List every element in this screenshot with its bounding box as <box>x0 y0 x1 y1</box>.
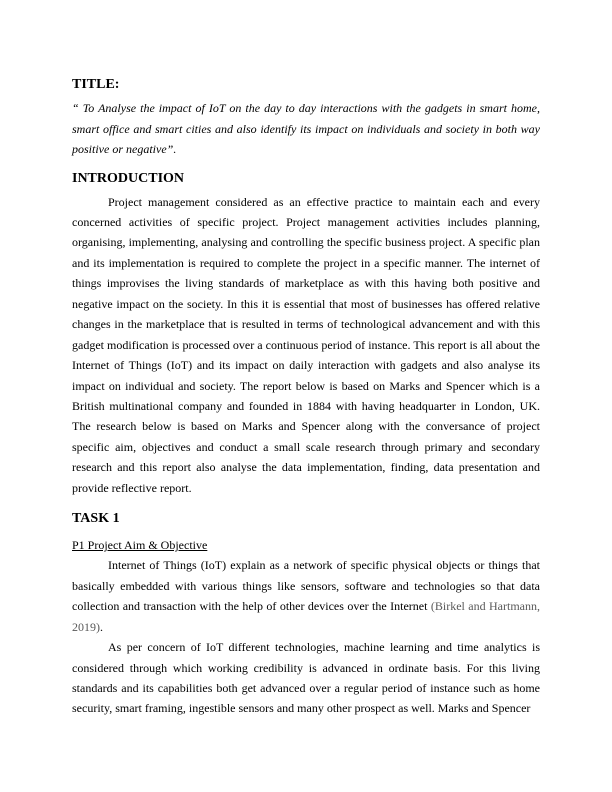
task1-paragraph-1-end: . <box>100 619 103 634</box>
page-content <box>72 76 540 719</box>
task1-heading: TASK 1 <box>72 511 120 527</box>
introduction-paragraph: Project management considered as an effective practice to maintain each and every concerned activities of specific project. Project management activities includes planning, organising, implementing, analysing and controlling the specific business project. A specific plan and its implementation is required to complete the project in a specific manner. The internet of things improvises the living standards of marketplace as with this having both positive and negative impact on the society. In this it is essential that most of businesses has offered relative changes in the marketplace that is resulted in terms of technological advancement and with this gadget modification is processed over a continuous period of instance. This report is all about the Internet of Things (IoT) and its impact on daily interaction with gadgets and also analyse its impact on individual and society. The report below is based on Marks and Spencer which is a British multinational company and founded in 1884 with having headquarter in London, UK. The research below is based on Marks and Spencer along with the conversance of project specific aim, objectives and conduct a small scale research through primary and secondary research and this report also analyse the data implementation, finding, data presentation and provide reflective report. <box>72 194 540 495</box>
citation: (Birkel and Hartmann, 2019) <box>72 599 540 634</box>
task1-paragraph-1 <box>72 555 540 637</box>
title-label: TITLE: <box>72 77 120 92</box>
introduction-heading: INTRODUCTION <box>72 170 185 186</box>
task1-subheading: P1 Project Aim & Objective <box>72 538 208 553</box>
task1-paragraph-1-text: Internet of Things (IoT) explain as a network of specific physical objects or things that basically embedded with various things like sensors, software and technologies so that data collection and transaction with the help of other devices over the Internet <box>72 558 540 614</box>
title-text: “ To Analyse the impact of IoT on the day to day interactions with the gadgets in smart home, smart office and smart cities and also identify its impact on individuals and society in both way positive or negative”. <box>72 101 540 156</box>
task1-paragraph-2: As per concern of IoT different technologies, machine learning and time analytics is considered through which working credibility is advanced in ordinate basis. For this living standards and its capabilities both get advanced over a regular period of instance such as home security, smart framing, ingestible sensors and many other prospect as well. Marks and Spencer <box>72 640 540 716</box>
